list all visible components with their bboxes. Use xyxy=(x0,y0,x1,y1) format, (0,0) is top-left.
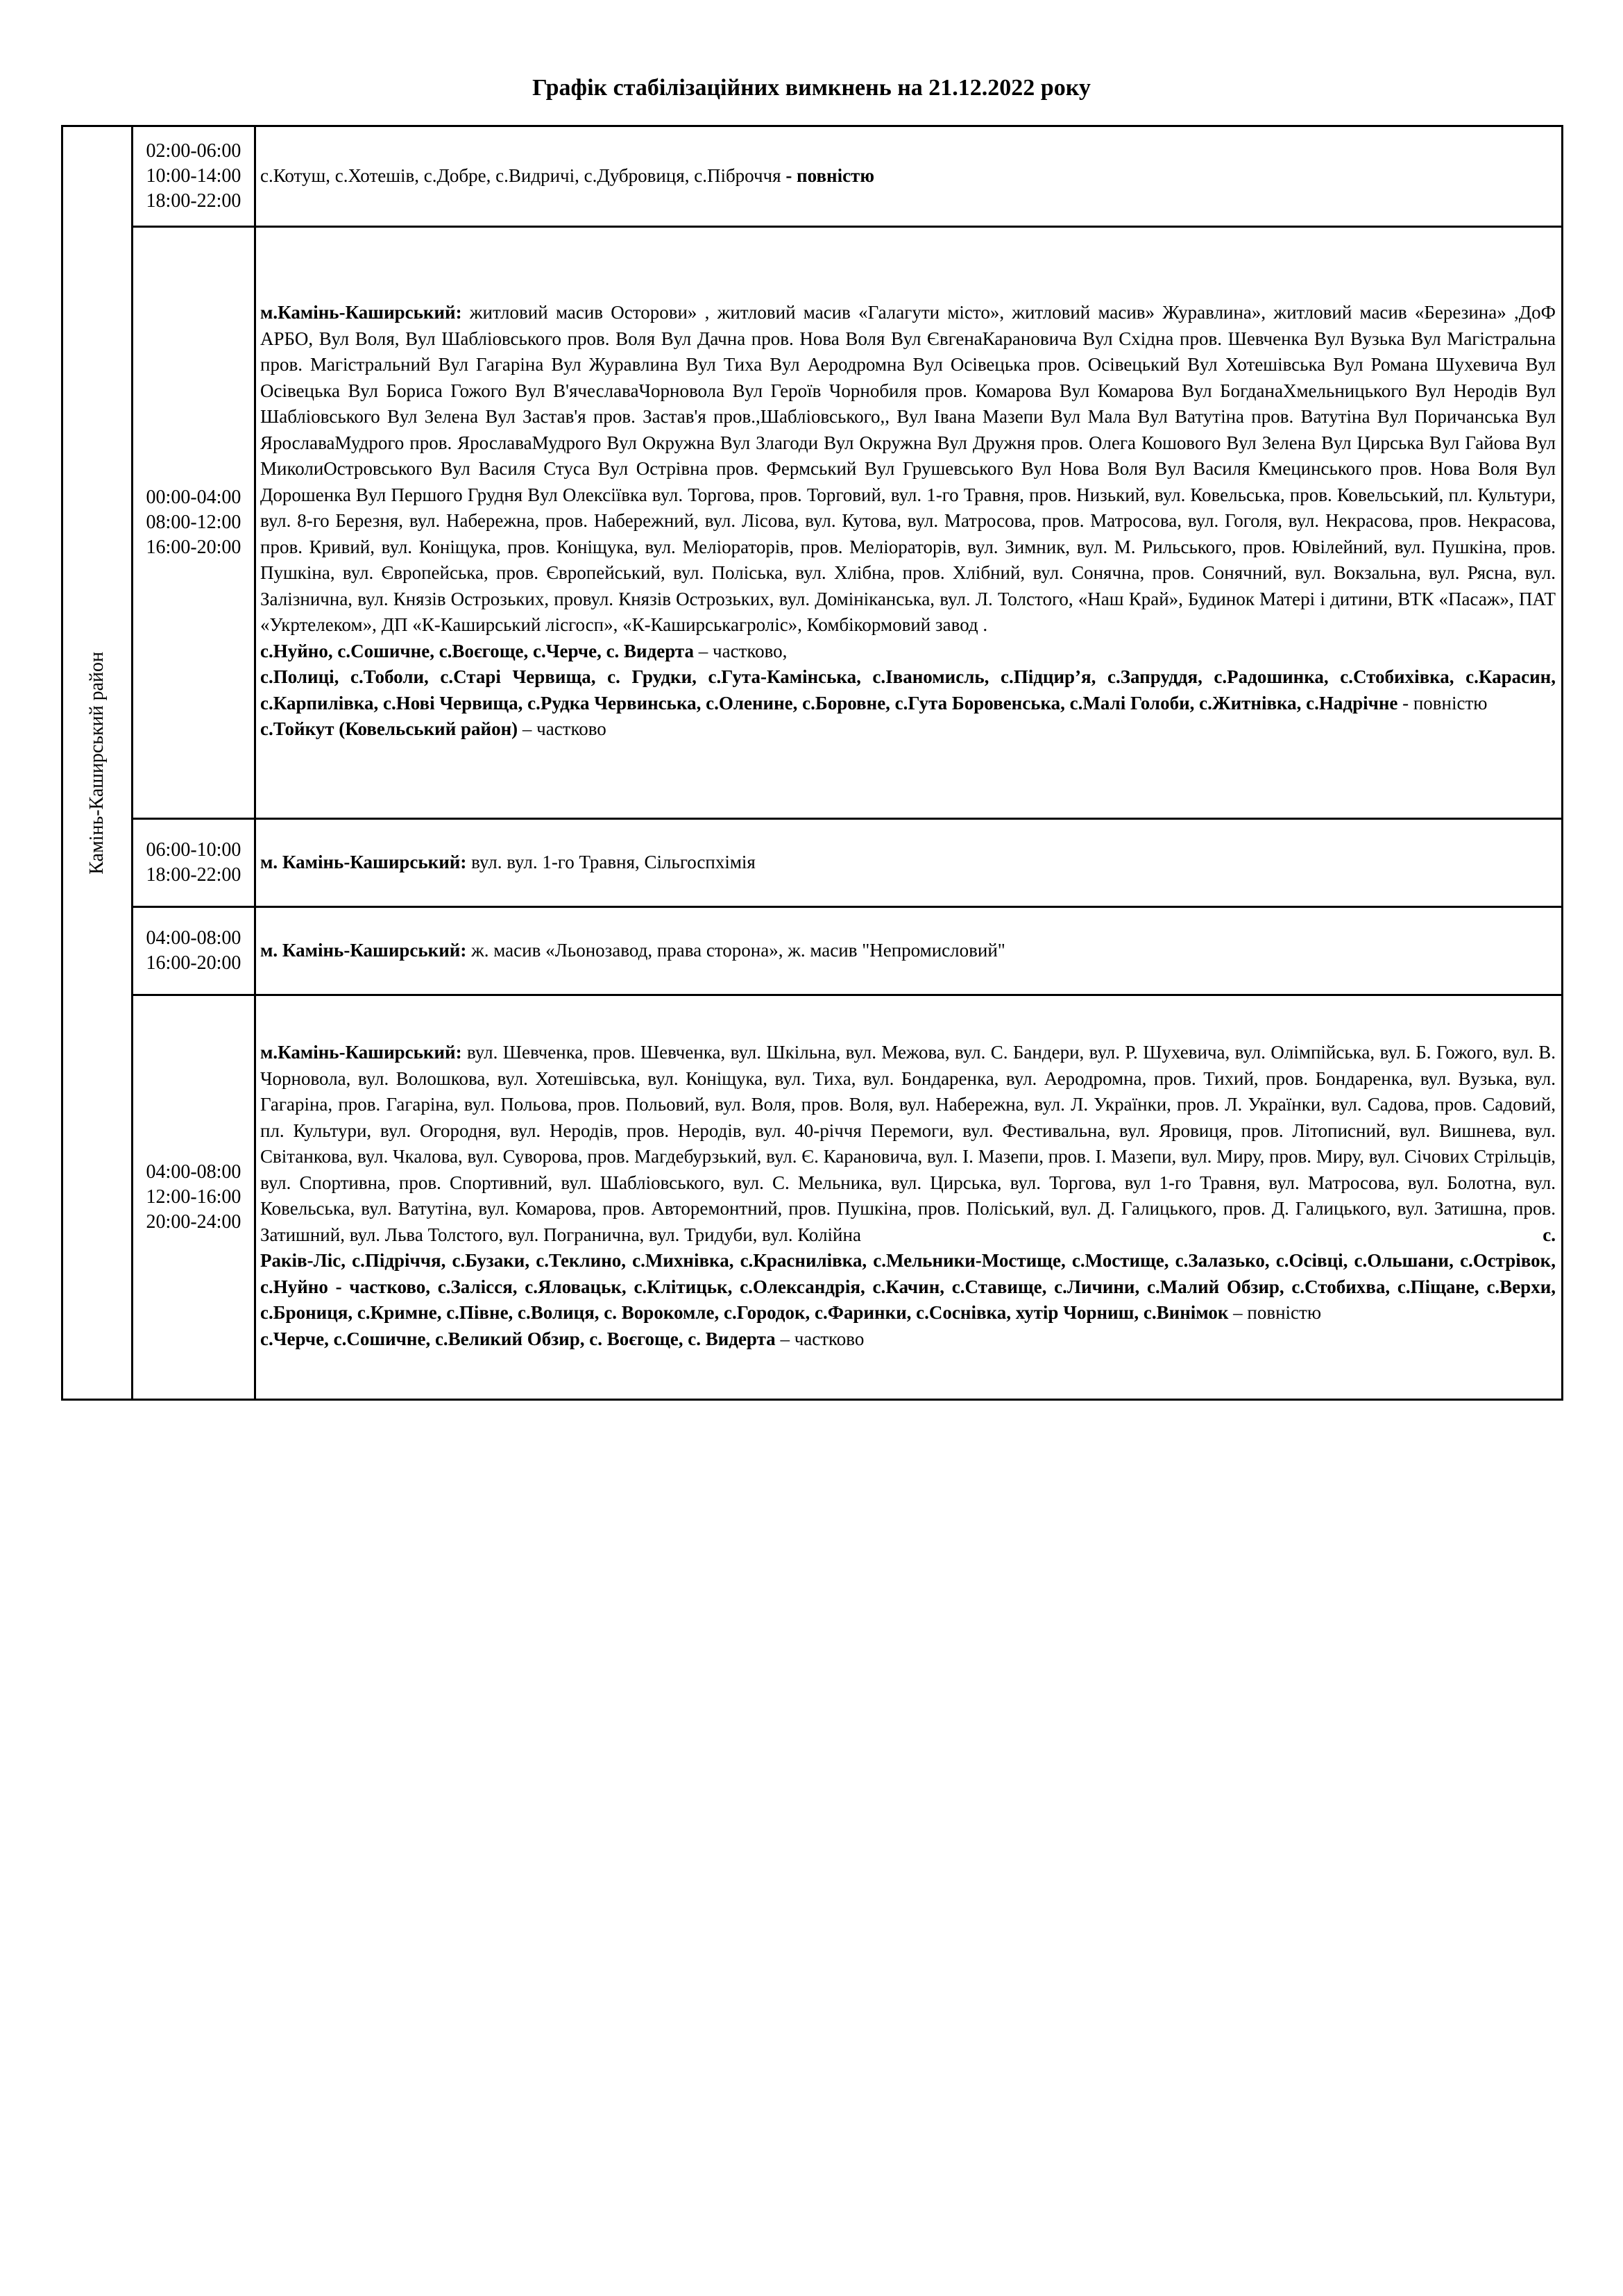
villages-other-district xyxy=(260,716,1556,743)
village-list: с.Полиці, с.Тоболи, с.Старі Червища, с. Грудки, с.Гута-Камінська, с.Іваномисль, с.Підцир’я, с.Запруддя, с.Радошинка, с.Стобихівка, с.Карасин, с.Карпилівка, с.Нові Червища, с.Рудка Червинська, с.Оленине, с.Боровне, с.Гута Боровенська, с.Малі Голоби, с.Житнівка, с.Надрічне xyxy=(260,666,1556,714)
street-list: вул. вул. 1-го Травня, Сільгоспхімія xyxy=(466,852,756,873)
time-slot: 04:00-08:00 xyxy=(146,1161,241,1183)
area-list xyxy=(255,819,1563,907)
village-list: Раків-Ліс, с.Підріччя, с.Бузаки, с.Теклино, с.Михнівка, с.Краснилівка, с.Мельники-Мостище, с.Мостище, с.Залазько, с.Осівці, с.Ольшани, с.Острівок, с.Нуйно - частково, с.Залісся, с.Яловацьк, с.Клітицьк, с.Олександрія, с.Качин, с.Ставище, с.Личини, с.Малий Обзир, с.Стобихва, с.Піщане, с.Верхи, с.Брониця, с.Кримне, с.Півне, с.Волиця, с. Ворокомле, с.Городок, с.Фаринки, с.Соснівка, хутір Чорниш, с.Винімок xyxy=(260,1250,1556,1323)
villages-partial xyxy=(260,639,1556,665)
status-note: – повністю xyxy=(1228,1302,1321,1323)
time-slot: 20:00-24:00 xyxy=(146,1211,241,1233)
table-row xyxy=(62,819,1563,907)
time-slots xyxy=(133,126,255,227)
area-list xyxy=(255,907,1563,995)
street-list: житловий масив Осторови» , житловий масив «Галагути місто», житловий масив» Журавлина», житловий масив «Березина» ,ДоФ АРБО, Вул Воля, Вул Шаблiовського пров. Воля Вул Дачна пров. Нова Воля Вул ЄвгенаКарановича Вул Східна пров. Шевченка Вул Вузька Вул Магістральна пров. Магістральний Вул Гагаріна Вул Журавлина Вул Тиха Вул Аеродромна Вул Осiвецька пров. Осiвецький Вул Хотешівська Вул Романа Шухевича Вул Осівецька Вул Бориса Гожого Вул В'ячеславаЧорновола Вул Героїв Чорнобиля пров. Комарова Вул Комарова Вул БогданаХмельницького Вул Нерoдів Вул Шаблiовського Вул Зелена Вул Застав'я пров. Застав'я пров.,Шаблiовського,, Вул Івана Мазепи Вул Мала Вул Ватутіна пров. Ватутіна Вул Поричанська Вул ЯрославаМудрого пров. ЯрославаМудрого Вул Окружна Вул Злагоди Вул Окружна Вул Дружня пров. Олега Кошового Вул Зелена Вул Цирська Вул Гайова Вул МиколиОстровського Вул Василя Стуса Вул Острівна пров. Фермський Вул Грушевського Вул Нова Воля Вул Василя Кмецинського пров. Нова Воля Вул Дорошенка Вул Першого Грудня Вул Олексіївка вул. Торгова, пров. Торговий, вул. 1-го Травня, пров. Низький, вул. Ковельська, пров. Ковельський, пл. Культури, вул. 8-го Березня, вул. Набережна, пров. Набережний, вул. Лісова, вул. Кутова, вул. Матросова, пров. Матросова, вул. Гоголя, вул. Некрасова, пров. Некрасова, пров. Кривий, вул. Коніщука, пров. Коніщука, вул. Меліораторів, пров. Меліораторів, вул. Зимник, вул. М. Рильського, пров. Ювілейний, вул. Пушкіна, пров. Пушкіна, вул. Європейська, пров. Європейський, вул. Поліська, вул. Хлібна, пров. Хлібний, вул. Сонячна, пров. Сонячний, вул. Вокзальна, вул. Рясна, вул. Залізнична, вул. Князів Острозьких, провул. Князів Острозьких, вул. Домініканська, вул. Л. Толстого, «Наш Край», Будинок Матері і дитини, ВТК «Пасаж», ПАТ «Укртелеком», ДП «К-Каширський лісгосп», «К-Каширськагроліс», Комбікормовий завод . xyxy=(260,302,1556,636)
city-streets xyxy=(260,1040,1556,1248)
time-slots xyxy=(133,819,255,907)
page-title: Графік стабілізаційних вимкнень на 21.12.2022 року xyxy=(532,75,1091,101)
villages-full xyxy=(260,1248,1556,1326)
villages-full xyxy=(260,664,1556,716)
time-slot: 16:00-20:00 xyxy=(146,537,241,558)
time-slot: 10:00-14:00 xyxy=(146,165,241,187)
table-row xyxy=(62,126,1563,227)
village-list: с.Черче, с.Сошичне, с.Великий Обзир, с. Воєгоще, с. Видерта xyxy=(260,1328,776,1349)
time-slot: 08:00-12:00 xyxy=(146,512,241,533)
status-note: – частково, xyxy=(694,640,788,661)
status-note: - повністю xyxy=(1397,692,1488,714)
time-slots xyxy=(133,227,255,819)
district-label: Камінь-Каширський район xyxy=(86,651,108,875)
city-streets xyxy=(260,300,1556,639)
time-slot: 16:00-20:00 xyxy=(146,952,241,974)
city-label: м. Камінь-Каширський: xyxy=(260,940,467,961)
time-slot: 02:00-06:00 xyxy=(146,140,241,162)
time-slot: 06:00-10:00 xyxy=(146,839,241,861)
status-note: - повністю xyxy=(781,165,874,187)
village-prefix: с. xyxy=(1543,1224,1556,1245)
district-cell xyxy=(62,126,133,1400)
villages-partial xyxy=(260,1326,1556,1353)
area-list xyxy=(255,126,1563,227)
status-note: – частково xyxy=(775,1328,865,1349)
table-row xyxy=(62,995,1563,1400)
city-label: м.Камінь-Каширський: xyxy=(260,302,462,323)
city-label: м.Камінь-Каширський: xyxy=(260,1042,462,1063)
village-list: с.Тойкут (Ковельський район) xyxy=(260,718,518,740)
city-label: м. Камінь-Каширський: xyxy=(260,852,467,873)
table-row xyxy=(62,907,1563,995)
village-list: с.Нуйно, с.Сошичне, с.Воєгоще, с.Черче, с. Видерта xyxy=(260,640,695,661)
time-slot: 12:00-16:00 xyxy=(146,1186,241,1208)
area-list xyxy=(255,995,1563,1400)
time-slot: 18:00-22:00 xyxy=(146,190,241,212)
time-slot: 18:00-22:00 xyxy=(146,864,241,886)
table-row xyxy=(62,227,1563,819)
area-list xyxy=(255,227,1563,819)
time-slot: 04:00-08:00 xyxy=(146,927,241,949)
village-list: с.Котуш, с.Хотешів, с.Добре, с.Видричі, с.Дубровиця, с.Піброччя xyxy=(260,165,781,187)
time-slots xyxy=(133,995,255,1400)
street-list: вул. Шевченка, пров. Шевченка, вул. Шкільна, вул. Межова, вул. С. Бандери, вул. Р. Шухевича, вул. Олімпійська, вул. Б. Гожого, вул. В. Чорновола, вул. Волошкова, вул. Хотешівська, вул. Коніщука, вул. Тиха, вул. Бондаренка, вул. Аеродромна, пров. Тихий, пров. Бондаренка, вул. Вузька, вул. Гагаріна, пров. Гагаріна, вул. Польова, пров. Польовий, вул. Воля, пров. Воля, вул. Набережна, вул. Л. Українки, пров. Л. Українки, вул. Садова, пров. Садовий, пл. Культури, вул. Огородня, вул. Неродів, пров. Неродів, вул. 40-річчя Перемоги, вул. Фестивальна, вул. Яровиця, пров. Літописний, вул. Вишнева, вул. Світанкова, вул. Чкалова, вул. Суворова, пров. Магдебурзький, вул. Є. Карановича, вул. І. Мазепи, пров. І. Мазепи, вул. Миру, пров. Миру, вул. Січових Стрільців, вул. Спортивна, пров. Спортивний, вул. Шаблiовського, вул. С. Мельника, вул. Цирська, вул. Торгова, вул 1-го Травня, вул. Матросова, вул. Болотна, вул. Ковельська, вул. Ватутіна, вул. Комарова, пров. Авторемонтний, пров. Пушкіна, пров. Поліський, вул. Д. Галицького, пров. Д. Галицького, вул. Затишна, пров. Затишний, вул. Льва Толстого, вул. Погранична, вул. Тридуби, вул. Колійна xyxy=(260,1042,1556,1245)
street-list: ж. масив «Льонозавод, права сторона», ж. масив "Непромисловий" xyxy=(466,940,1005,961)
time-slots xyxy=(133,907,255,995)
outage-schedule-table xyxy=(61,125,1563,1401)
status-note: – частково xyxy=(518,718,606,740)
time-slot: 00:00-04:00 xyxy=(146,487,241,508)
